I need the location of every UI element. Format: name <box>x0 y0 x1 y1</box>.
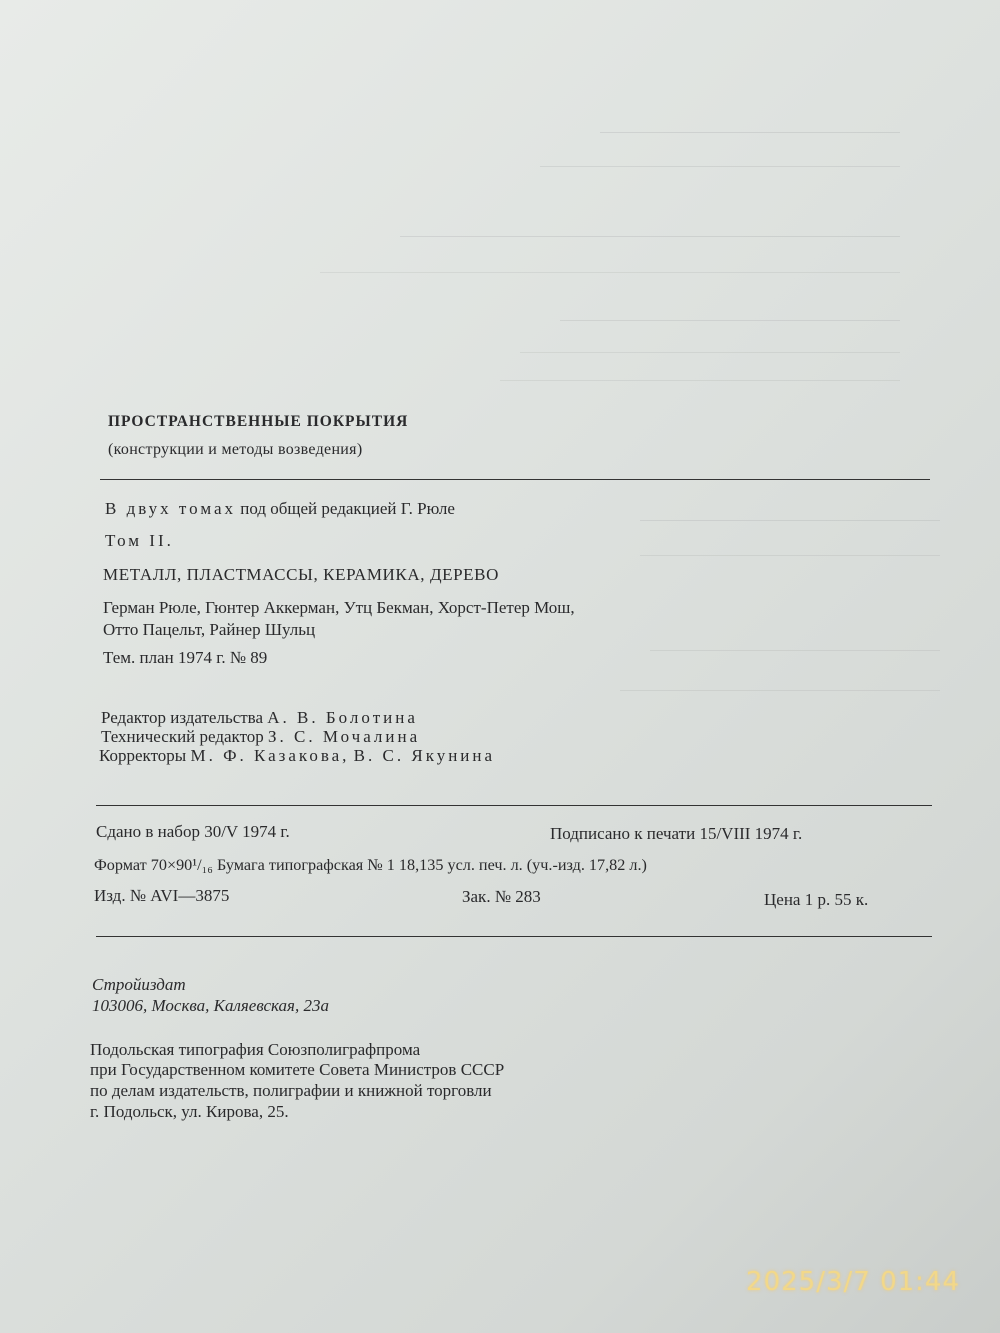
authors-line-2: Отто Пацельт, Райнер Шульц <box>103 620 316 639</box>
edition-line <box>105 499 455 519</box>
materials-title: МЕТАЛЛ, ПЛАСТМАССЫ, КЕРАМИКА, ДЕРЕВО <box>103 565 499 584</box>
format-line: Формат 70×90¹/₁₆ Бумага типографская № 1 18,135 усл. печ. л. (уч.-изд. 17,82 л.) <box>94 856 647 874</box>
tome-label: Том II. <box>105 531 174 550</box>
publisher-name: Стройиздат <box>92 975 186 994</box>
typeset-date: Сдано в набор 30/V 1974 г. <box>96 822 290 841</box>
book-title: ПРОСТРАНСТВЕННЫЕ ПОКРЫТИЯ <box>108 413 409 430</box>
edition-prefix: В двух томах <box>105 499 237 518</box>
printer-line-1: Подольская типография Союзполиграфпрома <box>90 1040 421 1059</box>
divider-middle <box>96 805 932 806</box>
printer-line-3: по делам издательств, полиграфии и книжной торговли <box>90 1081 492 1100</box>
publisher-editor-label: Редактор издательства <box>101 708 264 727</box>
price: Цена 1 р. 55 к. <box>764 890 869 909</box>
publisher-editor-name: А. В. Болотина <box>267 708 418 727</box>
technical-editor <box>101 727 420 747</box>
correctors-label: Корректоры <box>99 746 187 765</box>
correctors <box>99 746 495 766</box>
printer-line-2: при Государственном комитете Совета Министров СССР <box>90 1060 505 1079</box>
divider-bottom <box>96 936 932 937</box>
corrector-name-1: М. Ф. Казакова, <box>190 746 350 765</box>
technical-editor-name: З. С. Мочалина <box>268 727 421 746</box>
book-subtitle: (конструкции и методы возведения) <box>108 441 363 458</box>
photo-timestamp: 2025/3/7 01:44 <box>746 1267 960 1297</box>
publisher-address: 103006, Москва, Каляевская, 23а <box>92 996 329 1015</box>
signed-date: Подписано к печати 15/VIII 1974 г. <box>550 824 803 843</box>
publisher-editor <box>101 708 418 728</box>
technical-editor-label: Технический редактор <box>101 727 264 746</box>
corrector-name-2: В. С. Якунина <box>353 746 496 765</box>
edition-editor: под общей редакцией Г. Рюле <box>240 499 455 518</box>
authors-line-1: Герман Рюле, Гюнтер Аккерман, Утц Бекман, Хорст-Петер Мош, <box>103 598 575 617</box>
izd-number: Изд. № AVI—3875 <box>94 886 230 905</box>
order-number: Зак. № 283 <box>462 887 541 906</box>
printer-line-4: г. Подольск, ул. Кирова, 25. <box>90 1102 289 1121</box>
thematic-plan: Тем. план 1974 г. № 89 <box>103 648 268 667</box>
divider-top <box>100 479 930 480</box>
